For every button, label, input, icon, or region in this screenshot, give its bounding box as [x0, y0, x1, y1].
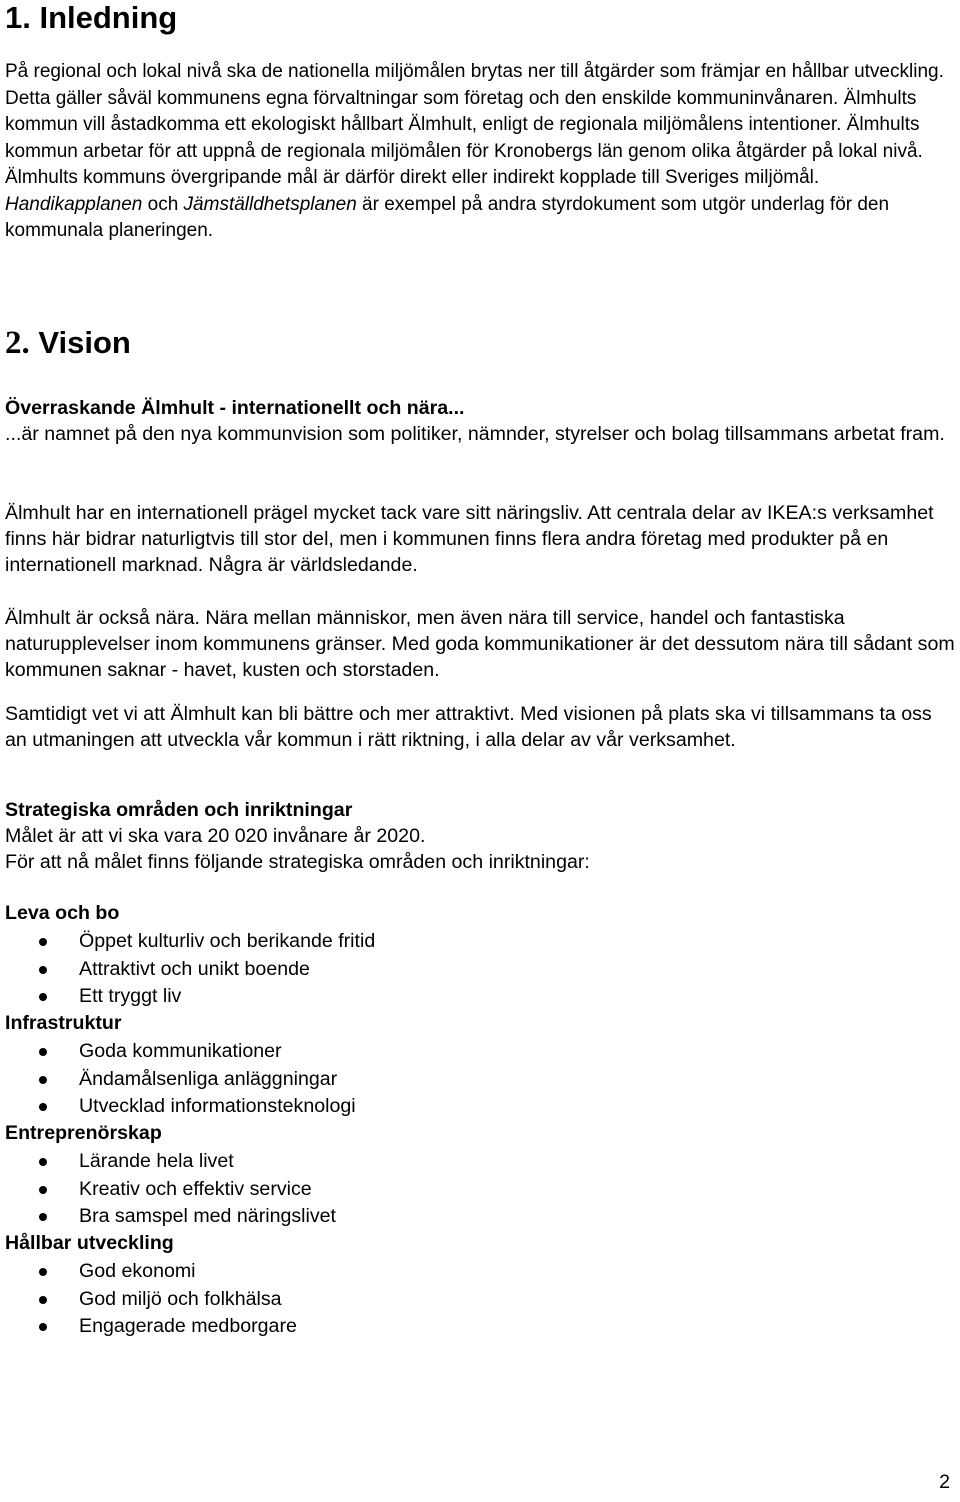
- bullet-icon: [39, 1268, 47, 1276]
- intro-text-end: är exempel på andra styrdokument som utgör underlag för den kommunala planeringen.: [5, 193, 890, 241]
- list-item: God ekonomi: [0, 1258, 960, 1286]
- bullet-icon: [39, 1048, 47, 1056]
- strategic-block: [5, 797, 955, 875]
- better-paragraph: Samtidigt vet vi att Älmhult kan bli bättre och mer attraktivt. Med visionen på plats ska vi tillsammans ta oss an utmaningen att utveckla vår kommun i rätt riktning, i alla delar av vår verksamhet.: [5, 703, 932, 751]
- area-list-leva-och-bo: [0, 928, 960, 1011]
- list-item: God miljö och folkhälsa: [0, 1286, 960, 1314]
- section-2-title: Vision: [38, 325, 131, 360]
- area-list-infrastruktur: [0, 1038, 960, 1121]
- list-item: Goda kommunikationer: [0, 1038, 960, 1066]
- section-1-heading: 1. Inledning: [5, 0, 178, 35]
- list-item: Ändamålsenliga anläggningar: [0, 1066, 960, 1094]
- area-title-leva-och-bo: Leva och bo: [5, 902, 120, 924]
- list-item: Kreativ och effektiv service: [0, 1176, 960, 1204]
- section-2-number: 2.: [5, 325, 30, 361]
- list-item: Bra samspel med näringslivet: [0, 1203, 960, 1231]
- list-item: Ett tryggt liv: [0, 983, 960, 1011]
- intro-text: På regional och lokal nivå ska de nationella miljömålen brytas ner till åtgärder som främjar en hållbar utveckling. Detta gäller såväl kommunens egna förvaltningar som företag och den enskilde kommuninvånaren. Älmhults kommun vill åstadkomma ett ekologiskt hållbart Älmhult, enligt de regionala miljömålens intentioner. Älmhults kommun arbetar för att uppnå de regionala miljömålen för Kronobergs län genom olika åtgärder på lokal nivå. Älmhults kommuns övergripande mål är därför direkt eller indirekt kopplade till Sveriges miljömål.: [5, 61, 944, 188]
- bullet-icon: [39, 1296, 47, 1304]
- bullet-icon: [39, 993, 47, 1001]
- handikapplanen-ref: Handikapplanen: [5, 193, 143, 215]
- intro-paragraph: [5, 59, 950, 245]
- intro-line: För att nå målet finns följande strategiska områden och inriktningar:: [5, 851, 590, 873]
- bullet-icon: [39, 966, 47, 974]
- bullet-icon: [39, 938, 47, 946]
- area-title-infrastruktur: Infrastruktur: [5, 1012, 122, 1034]
- bullet-icon: [39, 1103, 47, 1111]
- bullet-icon: [39, 1323, 47, 1331]
- bullet-icon: [39, 1213, 47, 1221]
- goal-line: Målet är att vi ska vara 20 020 invånare år 2020.: [5, 825, 426, 847]
- area-title-entreprenorskap: Entreprenörskap: [5, 1122, 162, 1144]
- area-title-hallbar-utveckling: Hållbar utveckling: [5, 1232, 174, 1254]
- strategic-heading: Strategiska områden och inriktningar: [5, 799, 353, 821]
- bullet-icon: [39, 1158, 47, 1166]
- list-item: Lärande hela livet: [0, 1148, 960, 1176]
- section-2-heading: [5, 325, 131, 361]
- international-paragraph: Älmhult har en internationell prägel mycket tack vare sitt näringsliv. Att centrala delar av IKEA:s verksamhet finns här bidrar naturligtvis till stor del, men i kommunen finns flera andra företag med produkter på en internationell marknad. Några är världsledande.: [5, 502, 934, 576]
- jamstalldhetsplanen-ref: Jämställdhetsplanen: [183, 193, 357, 215]
- list-item: Utvecklad informationsteknologi: [0, 1093, 960, 1121]
- area-list-hallbar-utveckling: [0, 1258, 960, 1341]
- intro-connector: och: [142, 193, 184, 215]
- vision-name: Överraskande Älmhult - internationellt och nära...: [5, 397, 465, 419]
- vision-paragraph: [5, 395, 955, 447]
- page-number: 2: [939, 1471, 950, 1493]
- near-paragraph: Älmhult är också nära. Nära mellan människor, men även nära till service, handel och fantastiska naturupplevelser inom kommunens gränser. Med goda kommunikationer är det dessutom nära till sådant som kommunen saknar - havet, kusten och storstaden.: [5, 607, 955, 681]
- bullet-icon: [39, 1186, 47, 1194]
- list-item: Attraktivt och unikt boende: [0, 956, 960, 984]
- bullet-icon: [39, 1076, 47, 1084]
- list-item: Engagerade medborgare: [0, 1313, 960, 1341]
- vision-description: ...är namnet på den nya kommunvision som politiker, nämnder, styrelser och bolag tillsammans arbetat fram.: [5, 423, 945, 445]
- list-item: Öppet kulturliv och berikande fritid: [0, 928, 960, 956]
- area-list-entreprenorskap: [0, 1148, 960, 1231]
